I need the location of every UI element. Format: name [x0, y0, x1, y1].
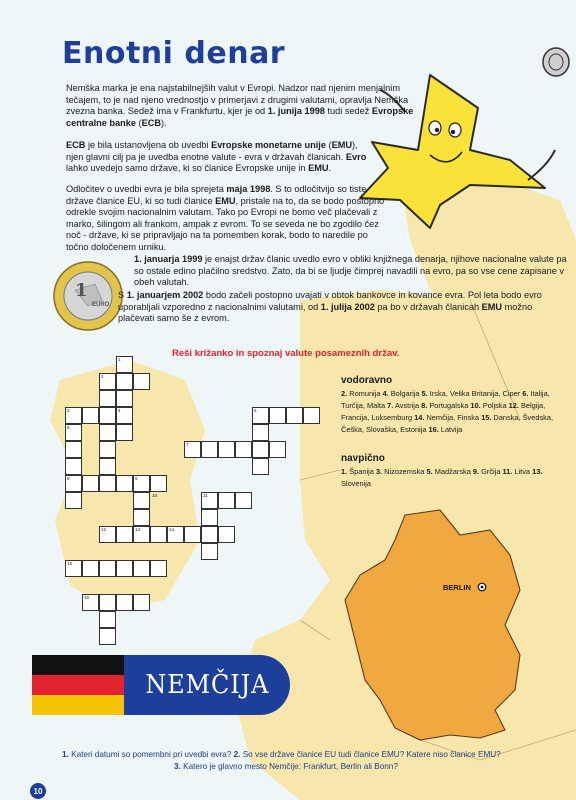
clue-number: 5.	[426, 467, 433, 476]
crossword-cell[interactable]	[65, 441, 82, 458]
emu-abbr-highlight: EMU	[215, 195, 236, 206]
clue-text: Bolgarija	[388, 389, 422, 398]
crossword-cell[interactable]	[116, 594, 133, 611]
crossword-clue-number: 16	[84, 595, 90, 600]
emu-abbr-highlight: EMU	[308, 163, 329, 174]
question-number: 1.	[62, 750, 69, 759]
clue-number: 16.	[428, 425, 439, 434]
crossword-instructions: Reši križanko in spoznaj valute posameznih držav.	[172, 348, 400, 359]
clue-text: Madžarska	[432, 467, 473, 476]
crossword-clue-number: 7	[186, 442, 189, 447]
crossword-cell[interactable]	[82, 475, 99, 492]
text-span: Nemška marka je ena najstabilnejših valut v Evropi. Nadzor nad njenim menjalnim tečajem, to je nad njeno vrednostjo v primerjavi z drugimi valutami, opravlja Nemška zvezna banka. Sedež ima v Frankfurtu, kjer je od	[66, 83, 409, 117]
crossword-cell[interactable]	[252, 424, 269, 441]
crossword-clue-number: 2	[101, 374, 104, 379]
clue-text: Španija	[347, 467, 376, 476]
crossword-clue-number: 6	[67, 425, 70, 430]
crossword-cell[interactable]	[269, 407, 286, 424]
text-span: je enajst držav članic uvedlo evro v obliki knjižnega denarja, njihove nacionalne valute pa so ostale edino plačilno sredstvo. Zato, da bi se ljudje čimprej navadili na evro, pa so vse cene zapisane v obeh valutah.	[134, 254, 567, 288]
crossword-cell[interactable]	[99, 594, 116, 611]
text-span: .	[328, 163, 332, 174]
crossword-clue-number: 5	[254, 408, 257, 413]
crossword-clue-number: 10	[152, 493, 158, 498]
crossword-cell[interactable]	[286, 407, 303, 424]
crossword-cell[interactable]	[116, 424, 133, 441]
crossword-cell[interactable]	[99, 441, 116, 458]
euro-coin-word: EURO	[92, 302, 110, 308]
crossword-clue-number: 8	[67, 476, 70, 481]
euro-coin-value: 1	[75, 280, 88, 301]
clue-text: Nizozemska	[382, 467, 427, 476]
crossword-cell[interactable]	[235, 441, 252, 458]
date-highlight: 1. junija 1998	[267, 106, 325, 117]
flag-stripe-red	[32, 675, 124, 695]
crossword-cell[interactable]	[116, 560, 133, 577]
crossword-cell[interactable]	[218, 441, 235, 458]
clue-text: Romunija	[347, 389, 383, 398]
crossword-clue-number: 13	[135, 527, 141, 532]
crossword-cell[interactable]	[150, 526, 167, 543]
clue-text: Latvija	[438, 425, 463, 434]
crossword-clue-number: 15	[67, 561, 73, 566]
clue-number: 2.	[341, 389, 348, 398]
crossword-cell[interactable]	[99, 560, 116, 577]
crossword-cell[interactable]	[99, 407, 116, 424]
crossword-cell[interactable]	[116, 526, 133, 543]
clue-number: 13.	[532, 467, 543, 476]
crossword-cell[interactable]	[150, 475, 167, 492]
clue-number: 7.	[387, 401, 394, 410]
clue-text: Poljska	[480, 401, 509, 410]
text-span: (	[325, 140, 332, 150]
page-title: Enotni denar	[62, 36, 286, 71]
country-banner	[32, 655, 290, 715]
text-span: S	[118, 290, 127, 300]
flag-stripe-gold	[32, 695, 124, 715]
crossword-clue-number: 3	[67, 408, 70, 413]
crossword-clue-number: 14	[169, 527, 175, 532]
crossword-clue-number: 9	[135, 476, 138, 481]
crossword-cell[interactable]	[116, 475, 133, 492]
page-number: 10	[30, 783, 46, 799]
crossword-cell[interactable]	[303, 407, 320, 424]
crossword-cell[interactable]	[133, 492, 150, 509]
clue-text: Litva	[512, 467, 533, 476]
capital-city-label: BERLIN	[443, 583, 471, 592]
crossword-cell[interactable]	[184, 526, 201, 543]
clue-number: 4.	[382, 389, 389, 398]
date-highlight: 1. julija 2002	[320, 301, 375, 312]
crossword-clue-number: 11	[203, 493, 208, 498]
question-text: Kateri datumi so pomembni pri uvedbi evra?	[68, 750, 234, 759]
horizontal-clues	[341, 388, 561, 436]
crossword-cell[interactable]	[99, 390, 116, 407]
question-number: 3.	[174, 762, 181, 771]
crossword-cell[interactable]	[99, 611, 116, 628]
clue-text: Portugalska	[427, 401, 471, 410]
crossword-cell[interactable]	[99, 475, 116, 492]
country-name-box	[124, 655, 290, 715]
crossword-cell[interactable]	[99, 424, 116, 441]
clue-text: Italija, Turčija, Malta	[341, 389, 550, 410]
clue-number: 11.	[502, 467, 513, 476]
clue-text: Slovenija	[341, 479, 371, 488]
text-span: Odločitev o uvedbi evra je bila sprejeta	[66, 184, 227, 194]
ecb-name-highlight: Evropske centralne banke	[66, 106, 414, 128]
clue-text: Grčija	[479, 467, 503, 476]
question-text: Katero je glavno mesto Nemčije: Frankfurt, Berlin ali Bonn?	[180, 762, 398, 771]
text-span: ).	[161, 117, 167, 128]
crossword-cell[interactable]	[133, 509, 150, 526]
vertical-clues-title: navpično	[341, 453, 385, 464]
crossword-cell[interactable]	[252, 458, 269, 475]
horizontal-clues-title: vodoravno	[341, 375, 393, 386]
crossword-cell[interactable]	[150, 560, 167, 577]
crossword-clue-number: 1	[118, 357, 121, 362]
text-span: ), njen glavni cilj pa je uvedba enotne valute - evra v državah članicah.	[66, 140, 358, 162]
crossword-cell[interactable]	[269, 441, 286, 458]
questions-line-2	[174, 761, 398, 772]
date-highlight: 1. januarja 1999	[134, 254, 203, 264]
crossword-cell[interactable]	[201, 509, 218, 526]
question-number: 2.	[233, 750, 241, 759]
vertical-clues	[341, 466, 561, 490]
clue-text: Belgija, Francija, Luksemburg	[341, 401, 546, 422]
crossword-cell[interactable]	[133, 594, 150, 611]
clue-text: Danska, Švedska, Češka, Slovaška, Estonija	[341, 413, 553, 434]
crossword-cell[interactable]	[201, 543, 218, 560]
clue-text: Irska, Velika Britanija, Ciper	[427, 389, 523, 398]
date-highlight: 1. januarjem 2002	[126, 290, 204, 300]
flag-stripe-black	[32, 655, 124, 675]
emu-abbr-highlight: EMU	[331, 140, 352, 150]
text-span: je bila ustanovljena ob uvedbi	[85, 140, 212, 150]
text-span: (	[135, 117, 142, 128]
ecb-abbr-highlight: ECB	[66, 140, 86, 150]
text-span: bodo začeli postopno uvajati v obtok bankovce in kovance evra. Pol leta bodo evro uporabljali vzporedno z nacionalnimi valutami, od	[118, 290, 542, 312]
crossword-clue-number: 12	[101, 527, 107, 532]
clue-number: 3.	[375, 467, 383, 476]
emu-name-highlight: Evropske monetarne unije	[211, 140, 326, 150]
crossword-cell[interactable]	[116, 390, 133, 407]
text-span: možno plačevati samo še z evrom.	[118, 301, 533, 324]
crossword-cell[interactable]	[82, 560, 99, 577]
crossword-clue-number: 4	[118, 408, 121, 413]
crossword-cell[interactable]	[133, 373, 150, 390]
clue-text: Nemčija, Finska	[424, 413, 482, 422]
ecb-abbr-highlight: ECB	[141, 117, 161, 128]
questions-line-1	[62, 749, 501, 760]
clue-number: 12.	[508, 401, 519, 410]
date-highlight: maja 1998	[226, 184, 271, 194]
clue-number: 6.	[522, 389, 529, 398]
clue-number: 15.	[481, 413, 492, 422]
crossword-cell[interactable]	[218, 526, 235, 543]
clue-number: 5.	[421, 389, 428, 398]
crossword-cell[interactable]	[116, 373, 133, 390]
emu-abbr-highlight: EMU	[481, 301, 503, 312]
clue-number: 1.	[341, 467, 348, 476]
crossword-cell[interactable]	[201, 526, 218, 543]
text-span: lahko uvedejo samo države, ki so članice Evropske unije in	[66, 163, 309, 174]
country-name: NEMČIJA	[145, 670, 269, 700]
crossword-cell[interactable]	[201, 441, 218, 458]
clue-number: 14.	[414, 413, 425, 422]
crossword-cell[interactable]	[99, 458, 116, 475]
clue-number: 9.	[472, 467, 480, 476]
text-span: . S to odločitvijo so tiste države članice EU, ki so tudi članice	[66, 184, 367, 206]
clue-text: Avstrija	[393, 401, 422, 410]
evro-highlight: Evro	[345, 151, 367, 162]
crossword-cell[interactable]	[65, 458, 82, 475]
crossword-cell[interactable]	[133, 560, 150, 577]
text-span: pa bo v državah članicah	[374, 301, 482, 312]
crossword-cell[interactable]	[218, 492, 235, 509]
clue-number: 10.	[470, 401, 481, 410]
question-text: So vse države članice EU tudi članice EMU? Katere niso članice EMU?	[240, 750, 501, 759]
clue-number: 8.	[421, 401, 428, 410]
crossword-cell[interactable]	[99, 628, 116, 645]
text-span: , pristale na to, da se bodo postopno odrekle svojim nacionalnim valutam. Tako po Evropi ne bomo več plačevali z marko, šilingom ali frankom, ampak z evrom. To se seveda ne bo zgodilo čez noč - države, ki se pripravljajo na ta pomemben korak, bodo to naredile po točno določenem urniku.	[66, 195, 385, 252]
crossword-cell[interactable]	[235, 492, 252, 509]
text-span: tudi sedež	[324, 106, 372, 117]
crossword-cell[interactable]	[65, 492, 82, 509]
crossword-cell[interactable]	[82, 407, 99, 424]
crossword-cell[interactable]	[252, 441, 269, 458]
